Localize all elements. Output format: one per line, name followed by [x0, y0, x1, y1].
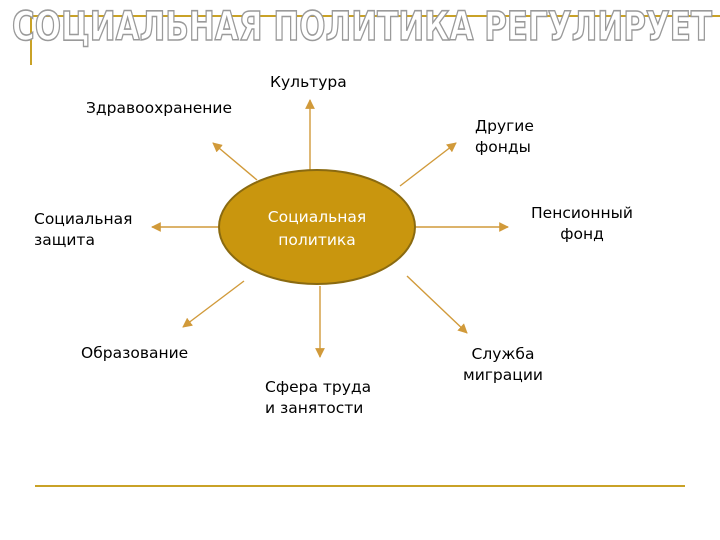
node-migration: Служба миграции [463, 345, 543, 384]
node-health: Здравоохранение [86, 99, 233, 117]
node-labor: Сфера труда и занятости [265, 378, 372, 417]
node-culture: Культура [270, 73, 347, 91]
node-education: Образование [81, 344, 189, 362]
arrow-education [183, 281, 244, 327]
center-label: Социальная политика [267, 208, 367, 249]
node-pension-fund: Пенсионный фонд [531, 204, 633, 243]
slide-title-text: СОЦИАЛЬНАЯ ПОЛИТИКА РЕГУЛИРУЕТ [12, 4, 713, 50]
node-social-protection: Социальная защита [34, 210, 133, 249]
node-other-funds: Другие фонды [475, 117, 534, 156]
